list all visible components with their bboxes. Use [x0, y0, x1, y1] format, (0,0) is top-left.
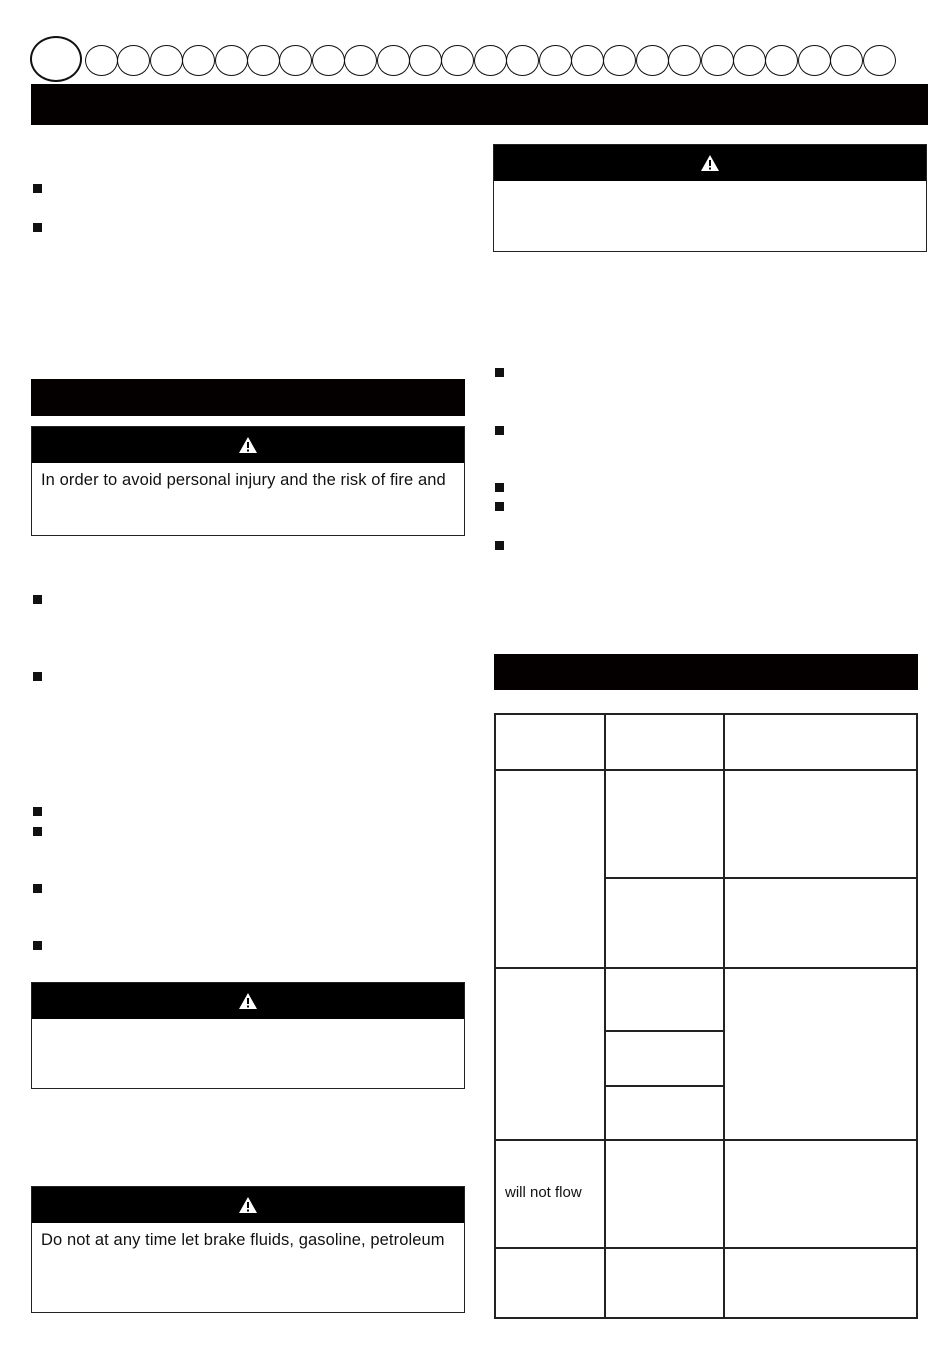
language-circle	[765, 45, 798, 76]
language-circle	[117, 45, 150, 76]
table-column-divider	[604, 715, 606, 1317]
language-circle	[668, 45, 701, 76]
language-circle	[506, 45, 539, 76]
warning-header	[32, 427, 464, 463]
language-circle	[377, 45, 410, 76]
language-circle	[409, 45, 442, 76]
warning-box	[31, 1186, 465, 1313]
bullet-icon	[33, 184, 42, 193]
table-column-divider	[723, 715, 725, 1317]
table-row-divider	[604, 1085, 725, 1087]
bullet-icon	[495, 502, 504, 511]
table-row-divider	[496, 769, 916, 771]
bullet-icon	[33, 941, 42, 950]
section-heading-bar	[31, 379, 465, 416]
bullet-icon	[33, 672, 42, 681]
language-circle	[182, 45, 215, 76]
warning-box	[31, 982, 465, 1089]
language-circle	[636, 45, 669, 76]
table-row-divider	[604, 1030, 725, 1032]
troubleshooting-heading-bar	[494, 654, 918, 690]
language-circle	[247, 45, 280, 76]
language-circle	[474, 45, 507, 76]
warning-box	[31, 426, 465, 536]
page-header-bar	[31, 84, 928, 125]
warning-box	[493, 144, 927, 252]
language-circle	[830, 45, 863, 76]
bullet-icon	[495, 541, 504, 550]
warning-text: Do not at any time let brake fluids, gasoline, petroleum	[41, 1231, 445, 1249]
bullet-icon	[33, 223, 42, 232]
bullet-icon	[33, 807, 42, 816]
language-circle	[733, 45, 766, 76]
language-circle	[215, 45, 248, 76]
table-row-divider	[496, 1139, 916, 1141]
language-circle	[863, 45, 896, 76]
language-circle	[539, 45, 572, 76]
warning-header	[32, 1187, 464, 1223]
warning-triangle-icon	[238, 436, 258, 454]
language-circle	[798, 45, 831, 76]
table-row-divider	[496, 967, 916, 969]
troubleshooting-table	[494, 713, 918, 1319]
language-selector	[30, 36, 930, 82]
language-circle	[603, 45, 636, 76]
language-circle	[150, 45, 183, 76]
language-circle	[344, 45, 377, 76]
language-circle	[85, 45, 118, 76]
table-row-divider	[604, 877, 916, 879]
warning-header	[32, 983, 464, 1019]
warning-text: In order to avoid personal injury and the risk of fire and	[41, 471, 446, 489]
bullet-icon	[33, 884, 42, 893]
language-circle	[701, 45, 734, 76]
warning-triangle-icon	[238, 1196, 258, 1214]
language-circle	[571, 45, 604, 76]
warning-triangle-icon	[700, 154, 720, 172]
warning-header	[494, 145, 926, 181]
language-circle	[441, 45, 474, 76]
bullet-icon	[495, 426, 504, 435]
bullet-icon	[495, 368, 504, 377]
table-cell-problem: will not flow	[505, 1184, 582, 1201]
language-circle-active	[30, 36, 82, 82]
bullet-icon	[33, 827, 42, 836]
warning-triangle-icon	[238, 992, 258, 1010]
language-circle	[279, 45, 312, 76]
language-circle	[312, 45, 345, 76]
bullet-icon	[495, 483, 504, 492]
table-row-divider	[496, 1247, 916, 1249]
bullet-icon	[33, 595, 42, 604]
